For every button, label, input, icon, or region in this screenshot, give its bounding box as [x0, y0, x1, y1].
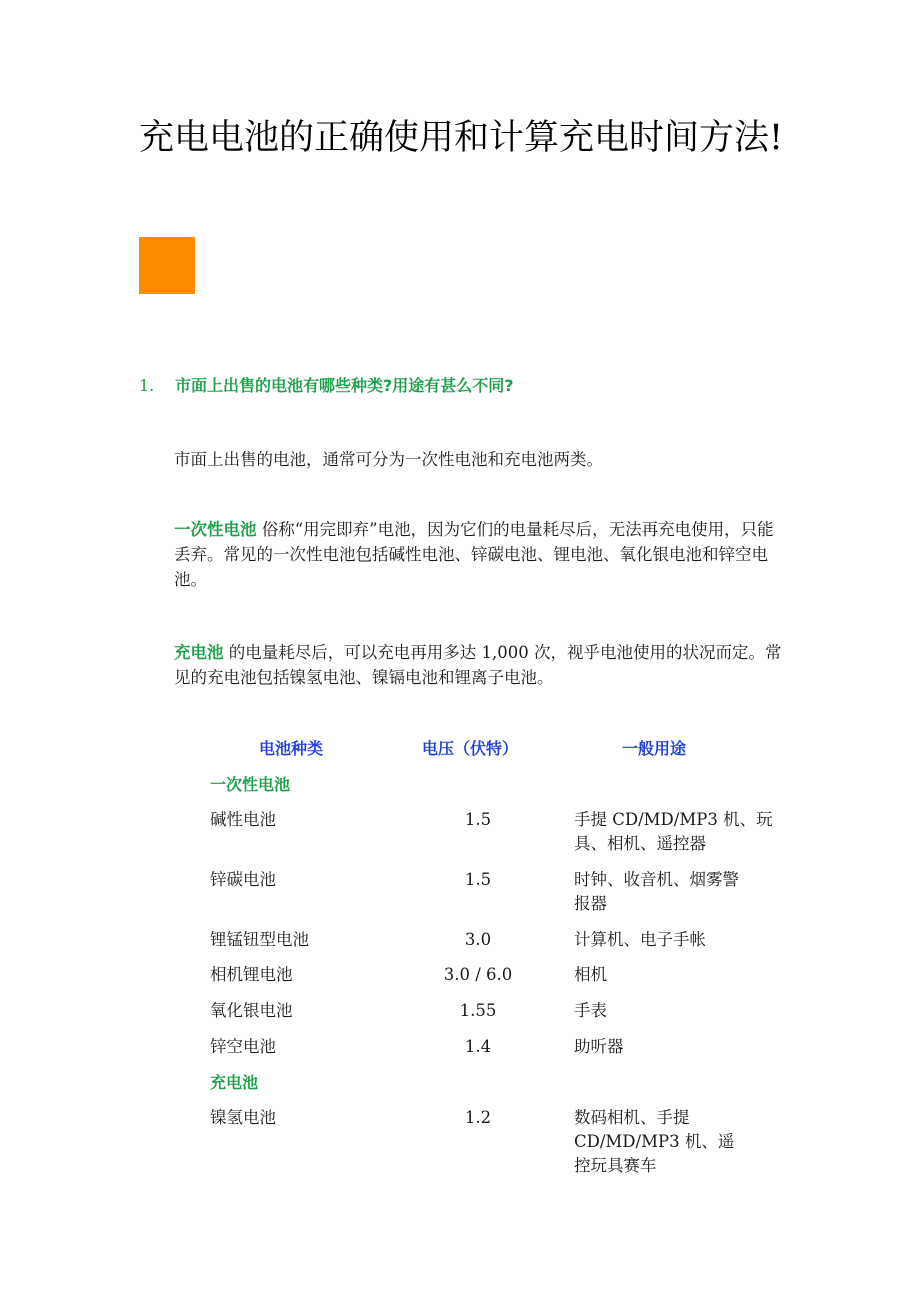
battery-use: 手表	[574, 1001, 607, 1020]
battery-name: 锌空电池	[210, 1037, 276, 1056]
battery-use: 数码相机、手提 CD/MD/MP3 机、遥控玩具赛车	[574, 1108, 735, 1175]
battery-name: 锌碳电池	[210, 870, 276, 889]
primary-battery-paragraph	[174, 517, 786, 592]
page-title: 充电电池的正确使用和计算充电时间方法!	[139, 118, 784, 158]
battery-name: 碱性电池	[210, 810, 276, 829]
battery-use: 计算机、电子手帐	[574, 930, 706, 949]
battery-name: 氧化银电池	[210, 1001, 293, 1020]
battery-voltage: 1.5	[464, 870, 492, 889]
header-battery-type: 电池种类	[259, 739, 324, 758]
battery-use: 相机	[574, 965, 607, 984]
battery-voltage: 3.0 / 6.0	[443, 965, 513, 984]
question-number: 1.	[139, 376, 155, 395]
primary-battery-text: 俗称“用完即弃”电池，因为它们的电量耗尽后，无法再充电使用，只能丢弃。常见的一次性电池包括碱性电池、锌碳电池、锂电池、氧化银电池和锌空电池。	[174, 520, 774, 589]
battery-use: 手提 CD/MD/MP3 机、玩具、相机、遥控器	[574, 810, 773, 853]
battery-voltage: 1.4	[464, 1037, 492, 1056]
intro-paragraph: 市面上出售的电池，通常可分为一次性电池和充电池两类。	[174, 450, 603, 469]
battery-voltage: 3.0	[464, 930, 492, 949]
battery-name: 相机锂电池	[210, 965, 293, 984]
rechargeable-battery-paragraph	[174, 640, 786, 690]
rechargeable-battery-text: 的电量耗尽后，可以充电再用多达 1,000 次，视乎电池使用的状况而定。常见的充电池包括镍氢电池、镍镉电池和锂离子电池。	[174, 643, 782, 687]
section-label-primary: 一次性电池	[210, 775, 291, 794]
battery-voltage: 1.5	[464, 810, 492, 829]
section-label-rechargeable: 充电池	[210, 1073, 259, 1092]
primary-battery-term: 一次性电池	[174, 520, 257, 539]
header-voltage: 电压（伏特）	[422, 739, 519, 758]
battery-use: 时钟、收音机、烟雾警报器	[574, 870, 739, 913]
decorative-orange-square	[139, 237, 195, 294]
header-common-use: 一般用途	[622, 739, 687, 758]
rechargeable-battery-term: 充电池	[174, 643, 224, 662]
battery-voltage: 1.55	[459, 1001, 497, 1020]
question-text: 市面上出售的电池有哪些种类?用途有甚么不同?	[175, 376, 514, 395]
battery-voltage: 1.2	[464, 1108, 492, 1127]
battery-use: 助听器	[574, 1037, 624, 1056]
battery-name: 镍氢电池	[210, 1108, 276, 1127]
battery-name: 锂锰钮型电池	[210, 930, 309, 949]
question-heading	[139, 374, 514, 398]
